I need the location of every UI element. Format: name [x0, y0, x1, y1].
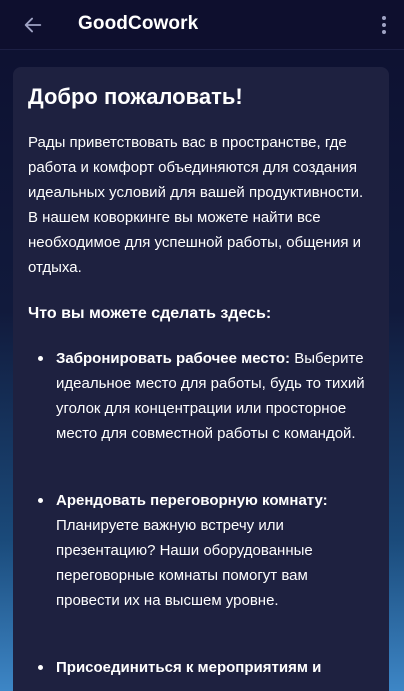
app-title: GoodCowork	[78, 13, 199, 34]
back-button[interactable]	[16, 8, 50, 42]
arrow-left-icon	[22, 14, 44, 36]
features-heading: Что вы можете сделать здесь:	[28, 305, 272, 322]
feature-list	[28, 346, 373, 680]
feature-title: Присоединиться к мероприятиям и	[56, 659, 322, 676]
feature-item-meeting-room	[28, 488, 373, 613]
welcome-intro: Рады приветствовать вас в пространстве, где работа и комфорт объединяются для создания идеальных условий для вашей продуктивности. В нашем коворкинге вы можете найти все необходимое для успешной работы, общения и отдыха.	[28, 134, 364, 276]
feature-item-events	[28, 655, 373, 680]
feature-title: Арендовать переговорную комнату:	[56, 492, 328, 509]
welcome-title: Добро пожаловать!	[28, 84, 243, 109]
welcome-card	[13, 67, 389, 691]
feature-item-book-desk	[28, 346, 373, 446]
more-menu-button[interactable]	[376, 11, 392, 39]
app-bar	[0, 0, 404, 50]
feature-title: Забронировать рабочее место:	[56, 350, 291, 367]
feature-text: Выберите идеальное место для работы, будь то тихий уголок для концентрации или просторное место для совместной работы с командой.	[56, 350, 365, 442]
feature-text: Планируете важную встречу или презентацию? Наши оборудованные переговорные комнаты помогут вам провести их на высшем уровне.	[56, 517, 313, 609]
more-vertical-icon	[381, 15, 387, 35]
